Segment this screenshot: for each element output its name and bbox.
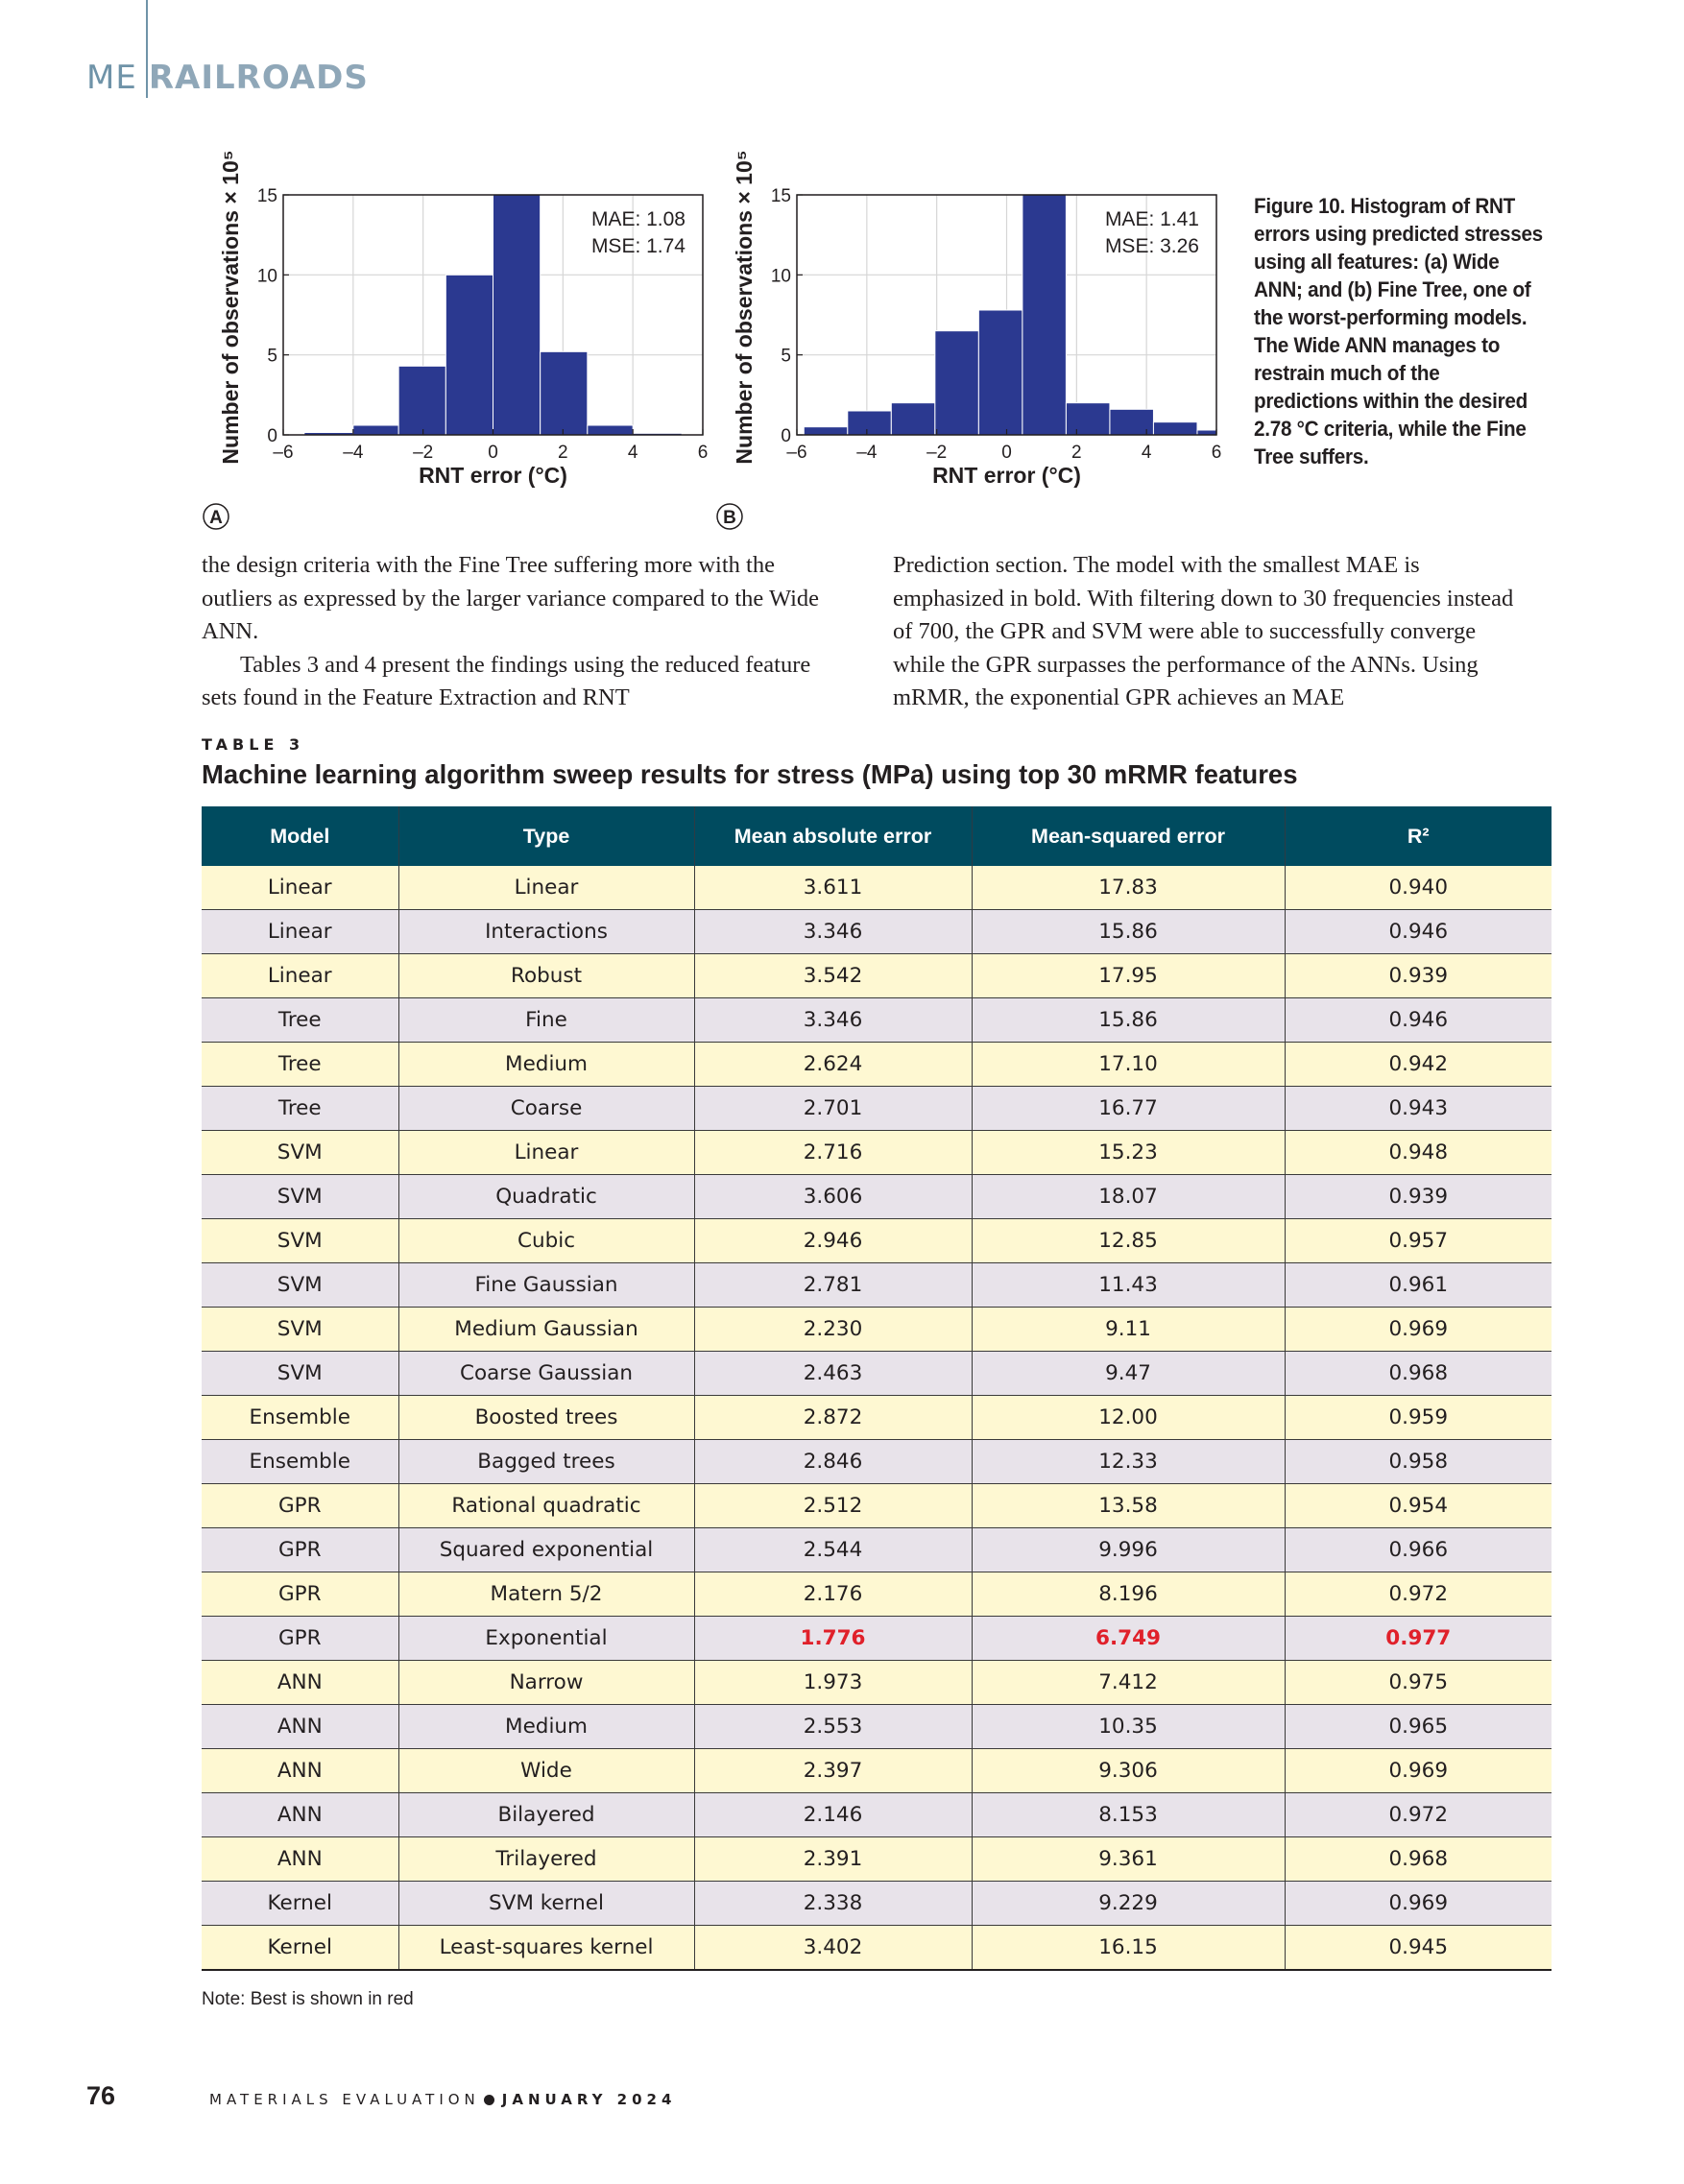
table-cell: 2.716 (694, 1131, 972, 1175)
table-cell: 0.975 (1285, 1661, 1552, 1705)
table-cell: ANN (202, 1705, 398, 1749)
body-paragraph: the design criteria with the Fine Tree suffering more with the outliers as expressed by the larger variance compared to the Wide ANN. (202, 552, 820, 644)
table-cell: Tree (202, 998, 398, 1043)
body-paragraph: Tables 3 and 4 present the findings using the reduced feature sets found in the Feature Extraction and RNT (202, 651, 811, 710)
table-cell: 9.361 (972, 1837, 1285, 1882)
table-cell: Cubic (398, 1219, 694, 1263)
table-cell: SVM (202, 1219, 398, 1263)
body-left-column (202, 549, 835, 715)
table-cell: 2.146 (694, 1793, 972, 1837)
table-header-row (202, 806, 1552, 866)
body-right-column (893, 549, 1527, 715)
table-cell: 0.943 (1285, 1087, 1552, 1131)
table-cell: 16.15 (972, 1926, 1285, 1971)
table-cell: 12.33 (972, 1440, 1285, 1484)
table-cell: 8.153 (972, 1793, 1285, 1837)
column-header: Mean-squared error (972, 806, 1285, 866)
x-tick-label: 2 (558, 443, 568, 463)
table-cell: 11.43 (972, 1263, 1285, 1308)
column-header: Model (202, 806, 398, 866)
table-cell: 15.23 (972, 1131, 1285, 1175)
panel-letter: A (209, 508, 223, 528)
column-header: Mean absolute error (694, 806, 972, 866)
table-cell: Medium (398, 1043, 694, 1087)
table-cell: 3.611 (694, 866, 972, 910)
table-cell: Quadratic (398, 1175, 694, 1219)
table-cell: 2.781 (694, 1263, 972, 1308)
panel-letter: B (723, 508, 736, 528)
table-cell: 0.972 (1285, 1793, 1552, 1837)
table-row (202, 1175, 1552, 1219)
table-cell: 0.968 (1285, 1352, 1552, 1396)
table-cell: 0.958 (1285, 1440, 1552, 1484)
table-cell: 1.776 (694, 1617, 972, 1661)
table-cell: ANN (202, 1661, 398, 1705)
x-axis-label: RNT error (°C) (932, 463, 1081, 488)
table-title: Machine learning algorithm sweep results for stress (MPa) using top 30 mRMR features (202, 759, 1298, 789)
table-row (202, 910, 1552, 954)
stat-annotation: MAE: 1.41 (1104, 208, 1199, 230)
histogram-bar (588, 425, 633, 435)
table-cell: SVM kernel (398, 1882, 694, 1926)
table-row (202, 1219, 1552, 1263)
histogram-a (202, 150, 739, 545)
y-tick-label: 10 (256, 266, 277, 287)
table-cell: 2.624 (694, 1043, 972, 1087)
header-section: ME (86, 59, 137, 97)
table-cell: 0.968 (1285, 1837, 1552, 1882)
table-row (202, 1440, 1552, 1484)
table-cell: Rational quadratic (398, 1484, 694, 1528)
y-tick-label: 0 (267, 426, 277, 446)
table-cell: 0.966 (1285, 1528, 1552, 1572)
table-cell: Squared exponential (398, 1528, 694, 1572)
table-cell: Coarse (398, 1087, 694, 1131)
table-cell: Medium (398, 1705, 694, 1749)
table-cell: SVM (202, 1175, 398, 1219)
table-cell: SVM (202, 1352, 398, 1396)
table-cell: ANN (202, 1837, 398, 1882)
table-cell: Kernel (202, 1882, 398, 1926)
table-cell: 3.542 (694, 954, 972, 998)
x-axis-label: RNT error (°C) (419, 463, 567, 488)
stat-annotation: MSE: 1.74 (590, 235, 686, 257)
table-cell: 0.946 (1285, 998, 1552, 1043)
histogram-bar (804, 427, 848, 435)
table-row (202, 1352, 1552, 1396)
table-cell: Tree (202, 1087, 398, 1131)
table-cell: 2.701 (694, 1087, 972, 1131)
table-cell: 0.942 (1285, 1043, 1552, 1087)
results-table (202, 806, 1552, 1971)
table-row (202, 1749, 1552, 1793)
header-rule (146, 0, 148, 98)
table-cell: Ensemble (202, 1396, 398, 1440)
table-cell: 0.972 (1285, 1572, 1552, 1617)
table-cell: 7.412 (972, 1661, 1285, 1705)
histogram-b (715, 150, 1253, 545)
table-row (202, 1484, 1552, 1528)
table-cell: Fine (398, 998, 694, 1043)
table-cell: 17.10 (972, 1043, 1285, 1087)
column-header: R² (1285, 806, 1552, 866)
table-note: Note: Best is shown in red (202, 1989, 414, 2009)
histogram-bar (353, 425, 398, 435)
footer-journal (209, 2091, 676, 2108)
table-cell: 12.85 (972, 1219, 1285, 1263)
table-cell: Tree (202, 1043, 398, 1087)
table-row (202, 1705, 1552, 1749)
table-cell: Boosted trees (398, 1396, 694, 1440)
table-cell: Robust (398, 954, 694, 998)
table-row (202, 1837, 1552, 1882)
table-row (202, 1396, 1552, 1440)
journal-issue: JANUARY 2024 (501, 2091, 677, 2108)
histogram-svg (202, 150, 739, 545)
y-axis-label: Number of observations × 10⁵ (218, 150, 243, 465)
table-cell: Wide (398, 1749, 694, 1793)
table-cell: 0.969 (1285, 1308, 1552, 1352)
table-cell: 15.86 (972, 910, 1285, 954)
table-cell: 2.872 (694, 1396, 972, 1440)
table-cell: 2.553 (694, 1705, 972, 1749)
table-cell: Linear (398, 1131, 694, 1175)
table-cell: Linear (202, 910, 398, 954)
table-cell: 0.939 (1285, 954, 1552, 998)
table-cell: 0.959 (1285, 1396, 1552, 1440)
table-label: TABLE 3 (202, 735, 305, 754)
table-row (202, 1926, 1552, 1971)
x-tick-label: –4 (343, 443, 364, 463)
table-cell: 2.512 (694, 1484, 972, 1528)
table-cell: 0.961 (1285, 1263, 1552, 1308)
table-cell: 17.83 (972, 866, 1285, 910)
x-tick-label: 4 (627, 443, 638, 463)
table-cell: 0.965 (1285, 1705, 1552, 1749)
table-cell: 15.86 (972, 998, 1285, 1043)
table-cell: Coarse Gaussian (398, 1352, 694, 1396)
table-cell: 0.957 (1285, 1219, 1552, 1263)
y-tick-label: 15 (256, 186, 277, 206)
x-tick-label: –6 (273, 443, 294, 463)
table-cell: 0.946 (1285, 910, 1552, 954)
table-cell: Matern 5/2 (398, 1572, 694, 1617)
table-cell: 2.338 (694, 1882, 972, 1926)
histogram-bar (848, 411, 892, 435)
table-cell: 3.402 (694, 1926, 972, 1971)
table-cell: Linear (398, 866, 694, 910)
table-cell: 0.940 (1285, 866, 1552, 910)
table-row (202, 1882, 1552, 1926)
x-tick-label: 6 (697, 443, 709, 463)
table-cell: 2.463 (694, 1352, 972, 1396)
figure-caption: Figure 10. Histogram of RNT errors using predicted stresses using all features: (a) Wide ANN; and (b) Fine Tree, one of the worst-performing models. The Wide ANN manages to restrain much of the predictions within the desired 2.78 °C criteria, while the Fine Tree suffers. (1254, 194, 1543, 468)
stat-annotation: MAE: 1.08 (590, 208, 686, 230)
table-row (202, 998, 1552, 1043)
table-cell: 0.954 (1285, 1484, 1552, 1528)
table-cell: ANN (202, 1793, 398, 1837)
table-cell: 3.606 (694, 1175, 972, 1219)
table-cell: GPR (202, 1572, 398, 1617)
table-cell: 9.229 (972, 1882, 1285, 1926)
y-tick-label: 15 (770, 186, 791, 206)
table-cell: 0.969 (1285, 1749, 1552, 1793)
table-cell: ANN (202, 1749, 398, 1793)
table-cell: 2.176 (694, 1572, 972, 1617)
table-cell: Medium Gaussian (398, 1308, 694, 1352)
y-tick-label: 0 (781, 426, 791, 446)
y-axis-label: Number of observations × 10⁵ (732, 150, 757, 465)
x-tick-label: –2 (926, 443, 948, 463)
table-cell: 0.948 (1285, 1131, 1552, 1175)
table-cell: 0.945 (1285, 1926, 1552, 1971)
histogram-bar (935, 331, 979, 435)
table-row (202, 866, 1552, 910)
y-tick-label: 10 (770, 266, 791, 287)
table-cell: SVM (202, 1263, 398, 1308)
table-row (202, 954, 1552, 998)
x-tick-label: 0 (1001, 443, 1012, 463)
table-cell: 17.95 (972, 954, 1285, 998)
table-row (202, 1308, 1552, 1352)
table-row (202, 1528, 1552, 1572)
table-cell: 0.977 (1285, 1617, 1552, 1661)
table-row (202, 1263, 1552, 1308)
stat-annotation: MSE: 3.26 (1104, 235, 1199, 257)
table-cell: 3.346 (694, 998, 972, 1043)
header-title: RAILROADS (148, 59, 369, 97)
table-cell: Interactions (398, 910, 694, 954)
histogram-bar (493, 195, 541, 435)
table-cell: 2.391 (694, 1837, 972, 1882)
table-cell: 13.58 (972, 1484, 1285, 1528)
journal-name: MATERIALS EVALUATION (209, 2091, 480, 2108)
table-cell: 8.196 (972, 1572, 1285, 1617)
table-cell: Linear (202, 954, 398, 998)
table-cell: Bilayered (398, 1793, 694, 1837)
table-cell: 2.544 (694, 1528, 972, 1572)
table-cell: 9.11 (972, 1308, 1285, 1352)
y-tick-label: 5 (267, 346, 277, 367)
table-cell: 2.846 (694, 1440, 972, 1484)
x-tick-label: –6 (786, 443, 807, 463)
table-row (202, 1793, 1552, 1837)
table-cell: 0.969 (1285, 1882, 1552, 1926)
table-cell: 0.939 (1285, 1175, 1552, 1219)
table-row (202, 1617, 1552, 1661)
table-cell: 2.230 (694, 1308, 972, 1352)
histogram-bar (445, 275, 493, 435)
table-cell: 2.946 (694, 1219, 972, 1263)
body-paragraph: Prediction section. The model with the smallest MAE is emphasized in bold. With filtering down to 30 frequencies instead of 700, the GPR and SVM were able to successfully converge while the GPR surpasses the performance of the ANNs. Using mRMR, the exponential GPR achieves an MAE (893, 552, 1514, 710)
x-tick-label: –2 (413, 443, 434, 463)
histogram-bar (891, 403, 935, 435)
x-tick-label: 0 (488, 443, 498, 463)
histogram-bar (978, 310, 1022, 435)
histogram-bar (1153, 422, 1197, 435)
x-tick-label: 6 (1211, 443, 1222, 463)
page-number: 76 (86, 2081, 116, 2110)
table-cell: 16.77 (972, 1087, 1285, 1131)
table-row (202, 1572, 1552, 1617)
table-cell: GPR (202, 1484, 398, 1528)
table-cell: Kernel (202, 1926, 398, 1971)
table-cell: 18.07 (972, 1175, 1285, 1219)
histogram-bar (541, 351, 588, 435)
table-cell: SVM (202, 1131, 398, 1175)
table-cell: Ensemble (202, 1440, 398, 1484)
table-cell: 12.00 (972, 1396, 1285, 1440)
x-tick-label: –4 (856, 443, 878, 463)
table-cell: Fine Gaussian (398, 1263, 694, 1308)
table-cell: 9.996 (972, 1528, 1285, 1572)
table-cell: GPR (202, 1528, 398, 1572)
table-row (202, 1087, 1552, 1131)
column-header: Type (398, 806, 694, 866)
histogram-svg (715, 150, 1253, 545)
y-tick-label: 5 (781, 346, 791, 367)
table-cell: SVM (202, 1308, 398, 1352)
table-cell: 9.306 (972, 1749, 1285, 1793)
table-cell: 1.973 (694, 1661, 972, 1705)
running-header (86, 54, 369, 102)
table-cell: GPR (202, 1617, 398, 1661)
table-cell: Bagged trees (398, 1440, 694, 1484)
table-row (202, 1661, 1552, 1705)
table-cell: Trilayered (398, 1837, 694, 1882)
histogram-bar (1066, 403, 1110, 435)
table-cell: Linear (202, 866, 398, 910)
table-cell: 2.397 (694, 1749, 972, 1793)
histogram-bar (398, 366, 445, 435)
table-cell: 10.35 (972, 1705, 1285, 1749)
table-cell: 6.749 (972, 1617, 1285, 1661)
x-tick-label: 2 (1071, 443, 1082, 463)
table-row (202, 1043, 1552, 1087)
table-row (202, 1131, 1552, 1175)
bullet-icon (484, 2095, 494, 2105)
table-cell: 9.47 (972, 1352, 1285, 1396)
table-cell: Narrow (398, 1661, 694, 1705)
histogram-bar (1022, 195, 1067, 435)
table-cell: Exponential (398, 1617, 694, 1661)
table-cell: Least-squares kernel (398, 1926, 694, 1971)
table-cell: 3.346 (694, 910, 972, 954)
table-body (202, 866, 1552, 1970)
x-tick-label: 4 (1141, 443, 1152, 463)
